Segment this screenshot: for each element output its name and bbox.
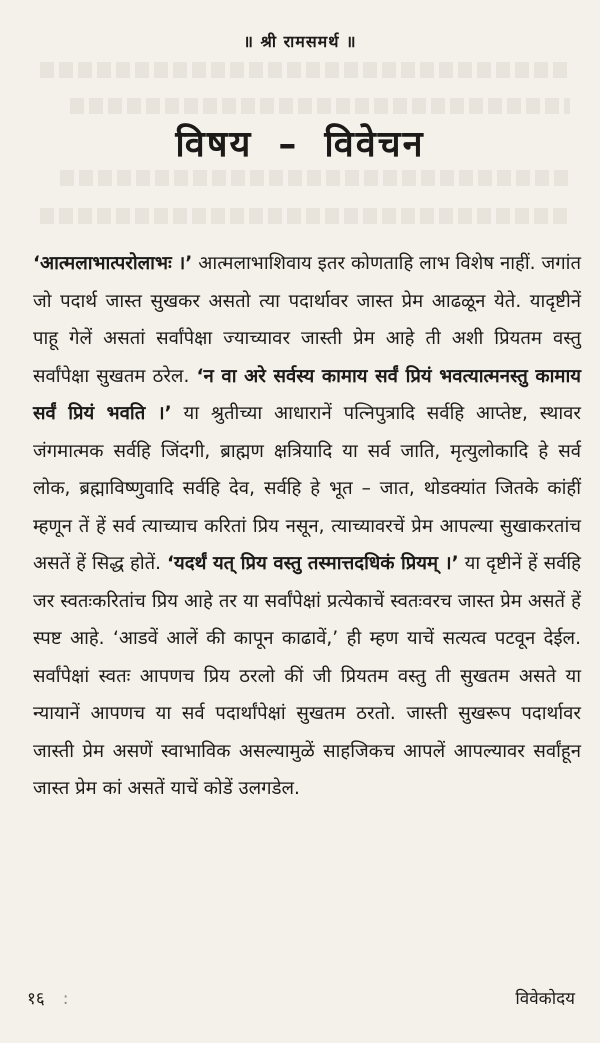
show-through-text [40,208,570,224]
sanskrit-quote: ‘न वा अरे सर्वस्य कामाय सर्वं प्रियं भवत्यात्मनस्तु कामाय सर्वं प्रियं भवति ।’ [33,365,582,424]
body-text-segment: आत्मलाभाशिवाय इतर कोणताहि लाभ विशेष नाहीं. जगांत जो पदार्थ जास्त सुखकर असतो त्या पदार्थावर जास्त प्रेम आढळून येते. यादृष्टीनें पाहू गेलें असतां सर्वांपेक्षा ज्याच्यावर जास्ती प्रेम आहे ती अशी प्रियतम वस्तु सर्वांपेक्षा सुखतम ठरेल. [33,253,581,387]
page-header: ॥ श्री रामसमर्थ ॥ [243,32,357,51]
body-paragraph [33,245,581,808]
title-left: विषय [175,124,253,165]
show-through-text [40,62,570,78]
book-title: विवेकोदय [515,989,575,1009]
page-number-value: १६ [27,989,45,1009]
sanskrit-quote: ‘आत्मलाभात्परोलाभः ।’ [33,253,193,274]
show-through-text [60,170,570,186]
page-title [0,118,600,167]
sanskrit-quote: ‘यदर्थं यत् प्रिय वस्तु तस्मात्तदधिकं प्रियम् ।’ [167,553,459,574]
title-right: विवेचन [324,124,425,165]
page-mark: : [62,989,69,1009]
page-number [27,986,68,1009]
show-through-text [70,98,570,114]
title-dash: – [278,124,299,165]
body-text-segment: या श्रुतीच्या आधारानें पत्निपुत्रादि सर्वहि आप्तेष्ट, स्थावर जंगमात्मक सर्वहि जिंदगी, ब्राह्मण क्षत्रियादि या सर्व जाति, मृत्युलोकादि हे सर्व लोक, ब्रह्माविष्णुवादि सर्वहि देव, सर्वहि हे भूत – जात, थोडक्यांत जितके कांहीं म्हणून तें हें सर्व त्याच्याच करितां प्रिय नसून, त्याच्यावरचें प्रेम आपल्या सुखाकरतांच असतें हें सिद्ध होतें. [33,403,582,574]
body-text-segment: या दृष्टीनें हें सर्वहि जर स्वतःकरितांच प्रिय आहे तर या सर्वांपेक्षां प्रत्येकाचें स्वतःवरच जास्त प्रेम असतें हें स्पष्ट आहे. ‘आडवें आलें की कापून काढावें,’ ही म्हण याचें सत्यत्व पटवून देईल. सर्वांपेक्षां स्वतः आपणच प्रिय ठरलो कीं जी प्रियतम वस्तु ती सुखतम असते या न्यायानें आपणच या सर्व पदार्थांपेक्षां सुखतम ठरतो. जास्ती सुखरूप पदार्थावर जास्ती प्रेम असणें स्वाभाविक असल्यामुळें साहजिकच आपलें आपल्यावर सर्वांहून जास्त प्रेम कां असतें याचें कोडें उलगडेल. [33,553,582,799]
